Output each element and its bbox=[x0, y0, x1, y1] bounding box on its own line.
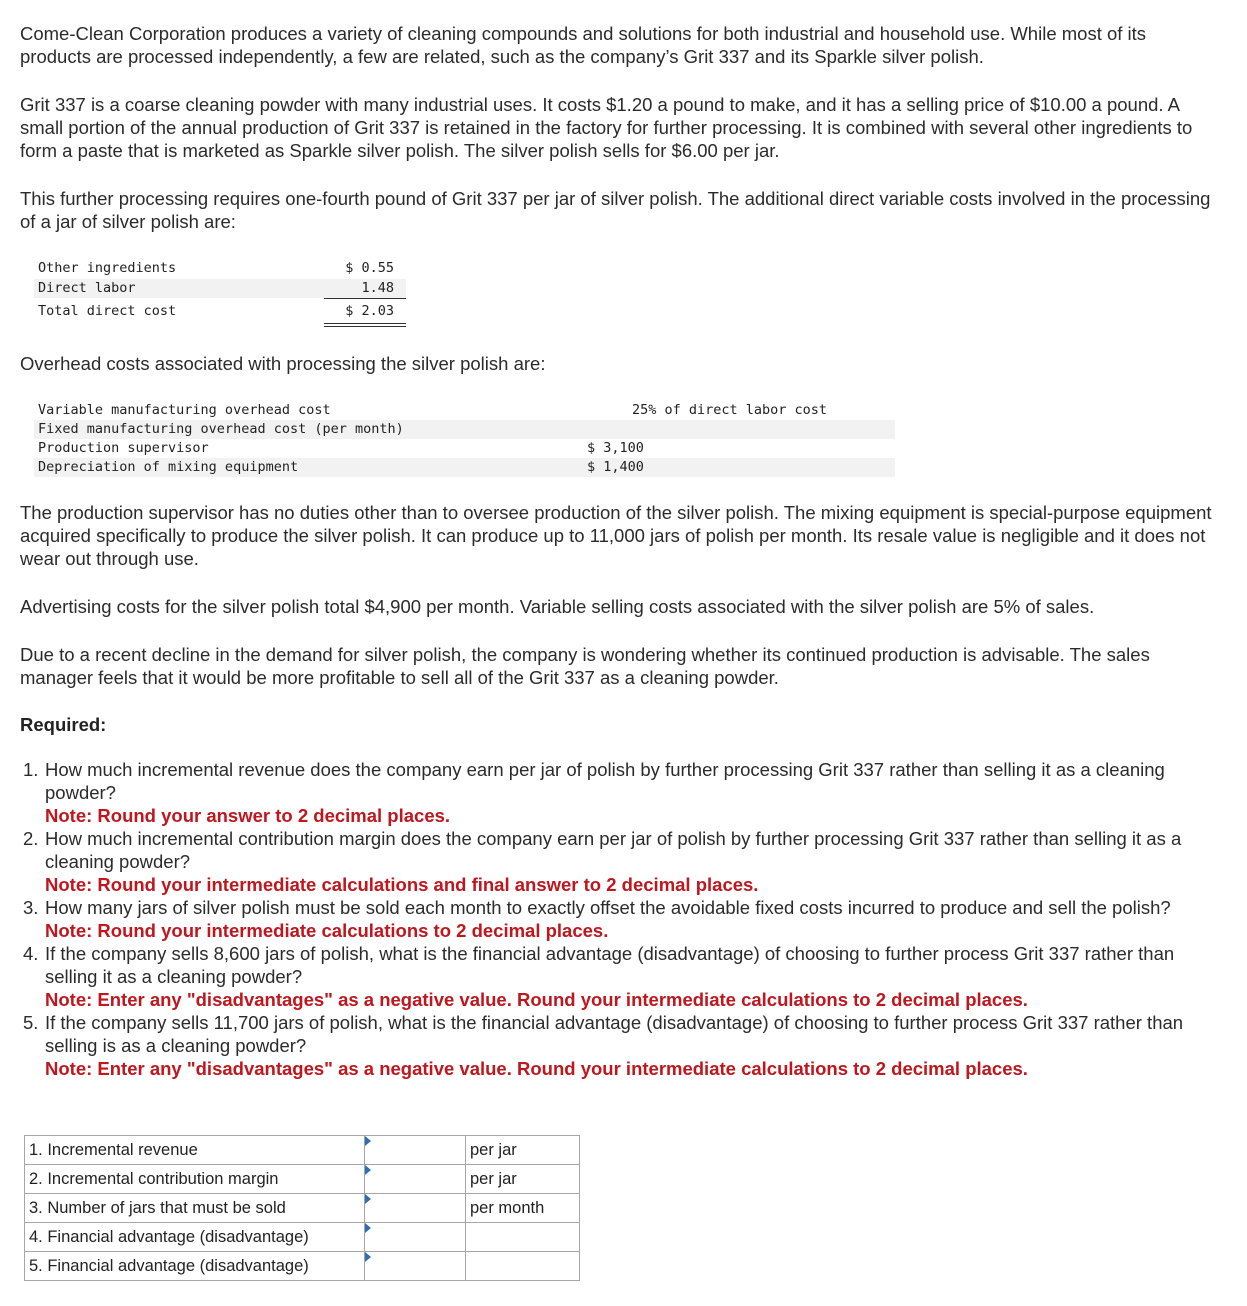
question-number: 4. bbox=[23, 943, 39, 964]
direct-cost-value: $ 2.03 bbox=[345, 303, 394, 319]
overhead-value: 25% of direct labor cost bbox=[632, 402, 828, 418]
question-text: How much incremental revenue does the company earn per jar of polish by further processing Grit 337 rather than selling it as a cleaning powder? bbox=[45, 759, 1165, 803]
overhead-intro: Overhead costs associated with processing the silver polish are: bbox=[20, 353, 546, 374]
incremental-revenue-input[interactable] bbox=[369, 1136, 465, 1164]
answer-label: 4. Financial advantage (disadvantage) bbox=[25, 1223, 365, 1252]
question-item bbox=[23, 758, 1225, 827]
answer-unit: per month bbox=[466, 1194, 580, 1223]
overhead-row bbox=[34, 401, 895, 420]
intro-paragraph-1: Come-Clean Corporation produces a variety of cleaning compounds and solutions for both industrial and household use. While most of its products are processed independently, a few are related, such as the company’s Grit 337 and its Sparkle silver polish. bbox=[20, 23, 1147, 67]
answer-table bbox=[24, 1135, 580, 1281]
jars-sold-input[interactable] bbox=[369, 1194, 465, 1222]
answer-label: 2. Incremental contribution margin bbox=[25, 1165, 365, 1194]
question-item bbox=[23, 942, 1225, 1011]
answer-label: 3. Number of jars that must be sold bbox=[25, 1194, 365, 1223]
input-marker-icon bbox=[365, 1223, 371, 1233]
question-text: If the company sells 11,700 jars of polish, what is the financial advantage (disadvantage) of choosing to further process Grit 337 rather than selling is as a cleaning powder? bbox=[45, 1012, 1184, 1056]
question-number: 2. bbox=[23, 828, 39, 849]
input-marker-icon bbox=[365, 1165, 371, 1175]
overhead-value: $ 3,100 bbox=[587, 440, 644, 456]
contribution-margin-input[interactable] bbox=[369, 1165, 465, 1193]
question-number: 1. bbox=[23, 759, 39, 780]
body-paragraph-5: Advertising costs for the silver polish total $4,900 per month. Variable selling costs associated with the silver polish are 5% of sales. bbox=[20, 596, 1095, 617]
answer-unit bbox=[466, 1223, 580, 1252]
body-paragraph-6: Due to a recent decline in the demand for silver polish, the company is wondering whether its continued production is advisable. The sales manager feels that it would be more profitable to sell all of the Grit 337 as a cleaning powder. bbox=[20, 644, 1150, 688]
answer-input-cell[interactable] bbox=[365, 1165, 466, 1194]
financial-advantage-11700-input[interactable] bbox=[369, 1252, 465, 1280]
direct-cost-label: Total direct cost bbox=[38, 303, 177, 319]
question-list bbox=[20, 758, 1225, 1080]
direct-cost-value: $ 0.55 bbox=[345, 260, 394, 276]
subtotal-rule bbox=[324, 298, 406, 299]
answer-input-cell[interactable] bbox=[365, 1223, 466, 1252]
total-rule-2 bbox=[324, 326, 406, 327]
question-item bbox=[23, 1011, 1225, 1080]
answer-input-cell[interactable] bbox=[365, 1194, 466, 1223]
overhead-label: Fixed manufacturing overhead cost (per month) bbox=[38, 421, 404, 437]
intro-paragraph-3: This further processing requires one-fourth pound of Grit 337 per jar of silver polish. The additional direct variable costs involved in the processing of a jar of silver polish are: bbox=[20, 188, 1211, 232]
question-note: Note: Round your answer to 2 decimal places. bbox=[45, 805, 451, 826]
overhead-label: Production supervisor bbox=[38, 440, 209, 456]
direct-cost-value: 1.48 bbox=[361, 280, 394, 296]
overhead-label: Depreciation of mixing equipment bbox=[38, 459, 299, 475]
overhead-label: Variable manufacturing overhead cost bbox=[38, 402, 331, 418]
total-rule-1 bbox=[324, 323, 406, 324]
body-paragraph-4: The production supervisor has no duties other than to oversee production of the silver polish. The mixing equipment is special-purpose equipment acquired specifically to produce the silver polish. It can produce up to 11,000 jars of polish per month. Its resale value is negligible and it does not wear out through use. bbox=[20, 502, 1212, 569]
overhead-row bbox=[34, 420, 895, 439]
answer-row bbox=[25, 1252, 580, 1281]
question-item bbox=[23, 896, 1225, 942]
answer-input-cell[interactable] bbox=[365, 1252, 466, 1281]
direct-cost-label: Other ingredients bbox=[38, 260, 177, 276]
answer-label: 5. Financial advantage (disadvantage) bbox=[25, 1252, 365, 1281]
question-note: Note: Enter any "disadvantages" as a negative value. Round your intermediate calculations to 2 decimal places. bbox=[45, 1058, 1028, 1079]
direct-cost-row bbox=[34, 259, 406, 278]
question-text: How many jars of silver polish must be sold each month to exactly offset the avoidable fixed costs incurred to produce and sell the polish? bbox=[45, 897, 1171, 918]
overhead-row bbox=[34, 458, 895, 477]
question-text: If the company sells 8,600 jars of polish, what is the financial advantage (disadvantage) of choosing to further process Grit 337 rather than selling it as a cleaning powder? bbox=[45, 943, 1175, 987]
answer-label: 1. Incremental revenue bbox=[25, 1136, 365, 1165]
answer-row bbox=[25, 1165, 580, 1194]
answer-row bbox=[25, 1194, 580, 1223]
intro-paragraph-2: Grit 337 is a coarse cleaning powder with many industrial uses. It costs $1.20 a pound to make, and it has a selling price of $10.00 a pound. A small portion of the annual production of Grit 337 is retained in the factory for further processing. It is combined with several other ingredients to form a paste that is marketed as Sparkle silver polish. The silver polish sells for $6.00 per jar. bbox=[20, 94, 1193, 161]
answer-row bbox=[25, 1223, 580, 1252]
answer-input-cell[interactable] bbox=[365, 1136, 466, 1165]
financial-advantage-8600-input[interactable] bbox=[369, 1223, 465, 1251]
input-marker-icon bbox=[365, 1136, 371, 1146]
required-heading: Required: bbox=[20, 714, 107, 735]
question-note: Note: Round your intermediate calculations and final answer to 2 decimal places. bbox=[45, 874, 759, 895]
answer-unit bbox=[466, 1252, 580, 1281]
direct-cost-row bbox=[34, 302, 406, 321]
answer-row bbox=[25, 1136, 580, 1165]
question-item bbox=[23, 827, 1225, 896]
answer-unit: per jar bbox=[466, 1165, 580, 1194]
overhead-row bbox=[34, 439, 895, 458]
answer-unit: per jar bbox=[466, 1136, 580, 1165]
overhead-value: $ 1,400 bbox=[587, 459, 644, 475]
question-note: Note: Enter any "disadvantages" as a negative value. Round your intermediate calculations to 2 decimal places. bbox=[45, 989, 1028, 1010]
input-marker-icon bbox=[365, 1252, 371, 1262]
question-number: 3. bbox=[23, 897, 39, 918]
direct-cost-row bbox=[34, 279, 406, 298]
question-number: 5. bbox=[23, 1012, 39, 1033]
direct-cost-label: Direct labor bbox=[38, 280, 136, 296]
question-note: Note: Round your intermediate calculations to 2 decimal places. bbox=[45, 920, 609, 941]
input-marker-icon bbox=[365, 1194, 371, 1204]
question-text: How much incremental contribution margin does the company earn per jar of polish by further processing Grit 337 rather than selling it as a cleaning powder? bbox=[45, 828, 1182, 872]
